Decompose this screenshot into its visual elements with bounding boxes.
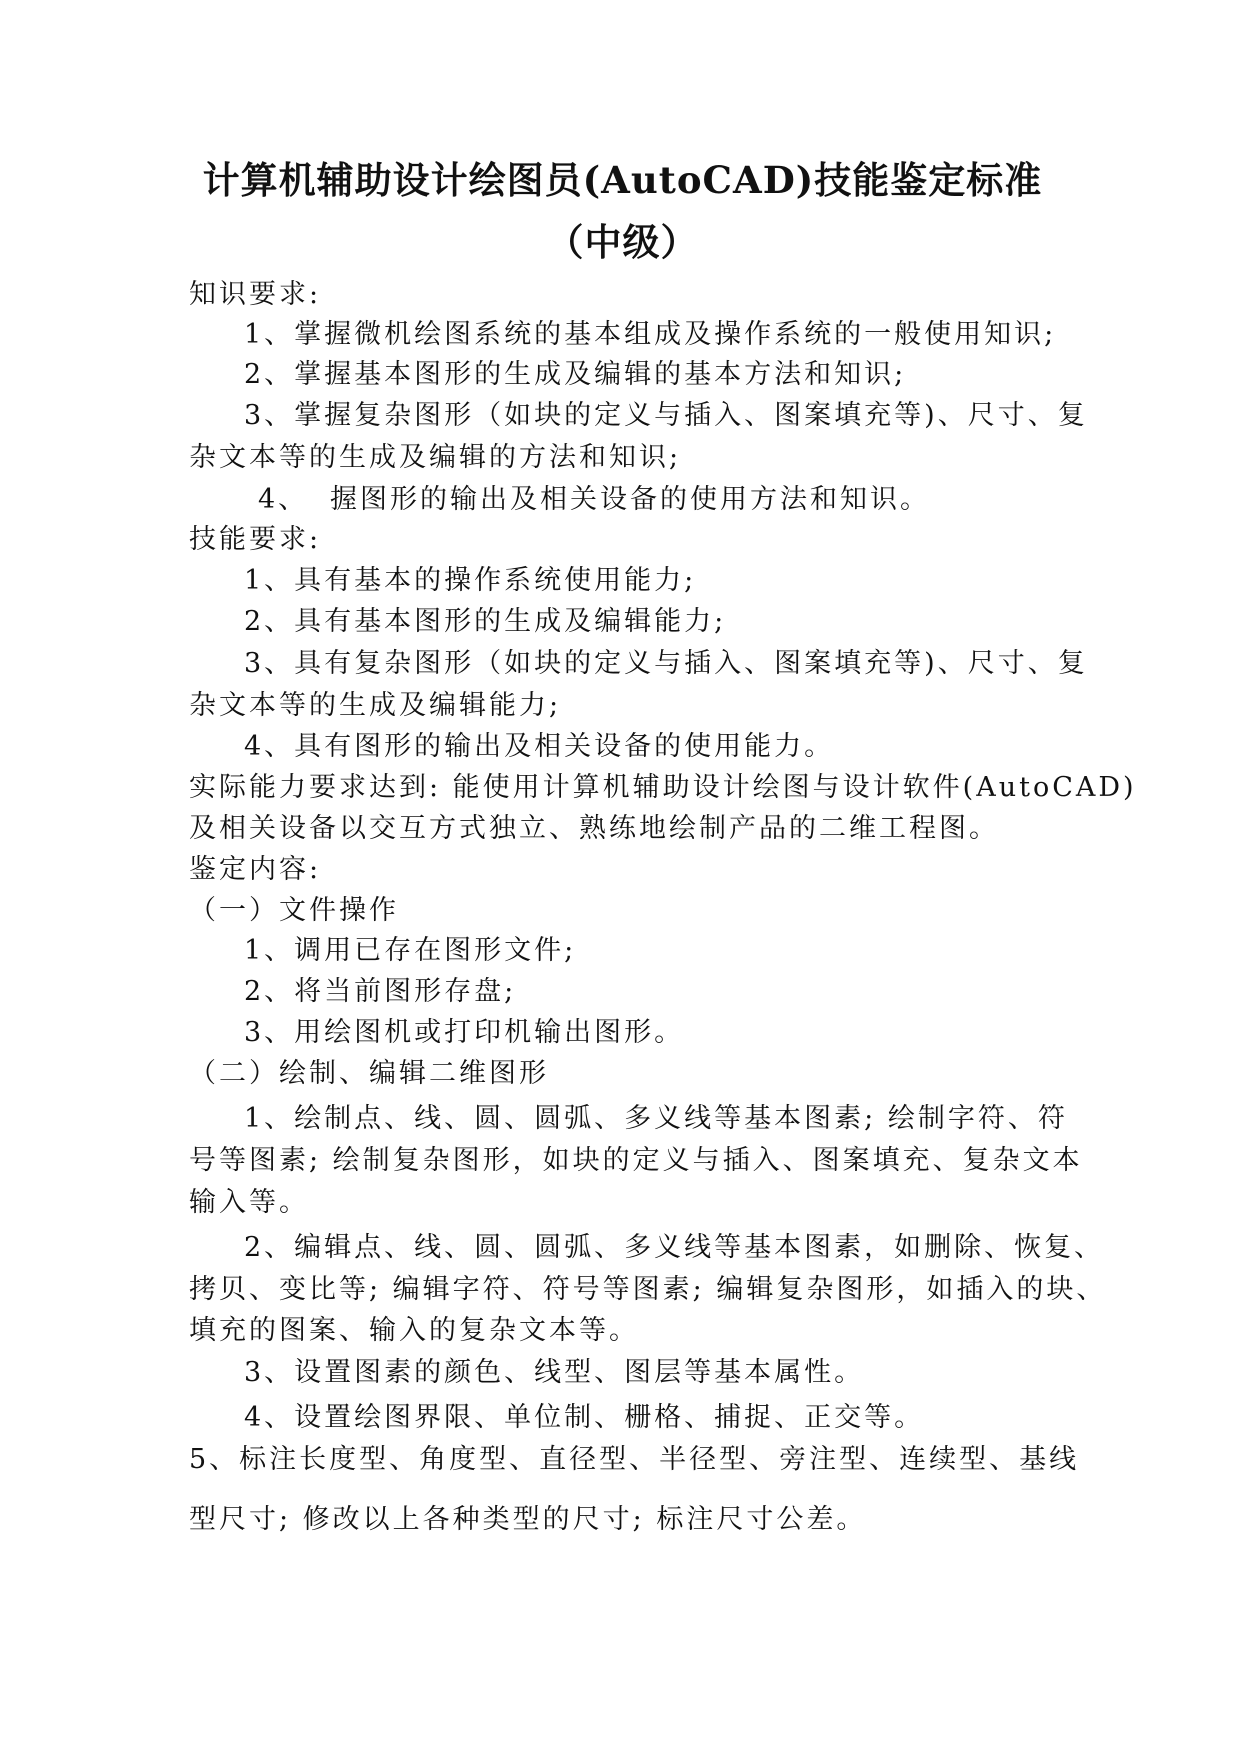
- skill-heading: 技能要求:: [189, 524, 322, 555]
- skill-item-1: 1、具有基本的操作系统使用能力;: [244, 565, 697, 596]
- skill-item-3-continued: 杂文本等的生成及编辑能力;: [189, 690, 562, 721]
- section-2-item-5-continued: 型尺寸; 修改以上各种类型的尺寸; 标注尺寸公差。: [189, 1504, 867, 1535]
- knowledge-item-3-continued: 杂文本等的生成及编辑的方法和知识;: [189, 442, 682, 473]
- section-1-item-3: 3、用绘图机或打印机输出图形。: [244, 1017, 685, 1048]
- section-1-item-1: 1、调用已存在图形文件;: [244, 935, 577, 966]
- section-1-item-2: 2、将当前图形存盘;: [244, 976, 517, 1007]
- section-2-item-3: 3、设置图素的颜色、线型、图层等基本属性。: [244, 1357, 865, 1388]
- ability-requirement: 实际能力要求达到: 能使用计算机辅助设计绘图与设计软件(AutoCAD): [189, 772, 1137, 803]
- section-2-item-4: 4、设置绘图界限、单位制、栅格、捕捉、正交等。: [244, 1402, 925, 1433]
- skill-item-3: 3、具有复杂图形（如块的定义与插入、图案填充等)、尺寸、复: [244, 648, 1088, 679]
- ability-requirement-continued: 及相关设备以交互方式独立、熟练地绘制产品的二维工程图。: [189, 813, 999, 844]
- section-2-item-2: 2、编辑点、线、圆、圆弧、多义线等基本图素，如删除、恢复、: [244, 1232, 1105, 1263]
- section-2-item-1-continued: 号等图素; 绘制复杂图形，如块的定义与插入、图案填充、复杂文本: [189, 1145, 1083, 1176]
- document-title: 计算机辅助设计绘图员(AutoCAD)技能鉴定标准: [202, 158, 1043, 202]
- section-1-heading: （一）文件操作: [189, 895, 399, 926]
- knowledge-item-3: 3、掌握复杂图形（如块的定义与插入、图案填充等)、尺寸、复: [244, 400, 1088, 431]
- skill-item-4: 4、具有图形的输出及相关设备的使用能力。: [244, 731, 835, 762]
- knowledge-heading: 知识要求:: [189, 279, 322, 310]
- section-2-item-1: 1、绘制点、线、圆、圆弧、多义线等基本图素; 绘制字符、符: [244, 1103, 1068, 1134]
- document-subtitle: （中级）: [546, 220, 699, 264]
- skill-item-2: 2、具有基本图形的生成及编辑能力;: [244, 606, 727, 637]
- section-2-item-5: 5、标注长度型、角度型、直径型、半径型、旁注型、连续型、基线: [189, 1444, 1080, 1475]
- content-heading: 鉴定内容:: [189, 854, 322, 885]
- section-2-heading: （二）绘制、编辑二维图形: [189, 1058, 549, 1089]
- knowledge-item-4-number: 4、: [258, 484, 309, 515]
- section-2-item-2-end: 填充的图案、输入的复杂文本等。: [189, 1315, 639, 1346]
- knowledge-item-2: 2、掌握基本图形的生成及编辑的基本方法和知识;: [244, 359, 907, 390]
- section-2-item-1-end: 输入等。: [189, 1187, 309, 1218]
- knowledge-item-1: 1、掌握微机绘图系统的基本组成及操作系统的一般使用知识;: [244, 319, 1057, 350]
- section-2-item-2-continued: 拷贝、变比等; 编辑字符、符号等图素; 编辑复杂图形，如插入的块、: [189, 1274, 1107, 1305]
- knowledge-item-4: 握图形的输出及相关设备的使用方法和知识。: [330, 484, 930, 515]
